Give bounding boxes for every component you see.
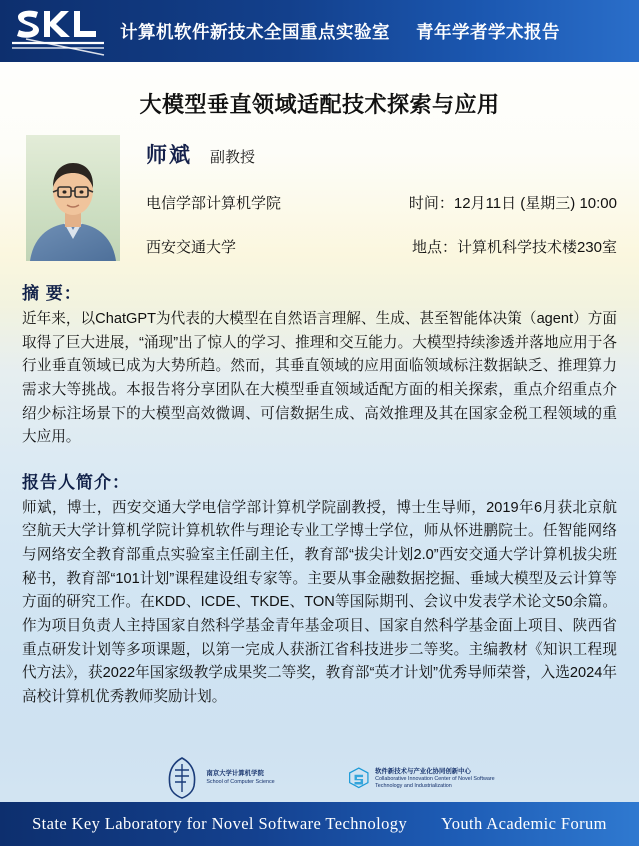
footer-lab-name-en: State Key Laboratory for Novel Software Technology [32,814,408,833]
speaker-university: 西安交通大学 [146,239,237,256]
xjtu-cs-emblem [162,756,274,800]
xjtu-cs-logo [144,756,294,800]
bio-section [22,468,617,710]
footer-banner [0,802,639,846]
event-series-name: 青年学者学术报告 [416,21,560,42]
abstract-body: 近年来，以ChatGPT为代表的大模型在自然语言理解、生成、甚至智能体决策（agent）方面取得了巨大进展，“涌现”出了惊人的学习、推理和交互能力。大模型持续渗透并落地应用于各行业垂直领域已成为大势所趋。然而，其垂直领域的应用面临领域标注数据缺乏、推理算力需求大等挑战。本报告将分享团队在大模型垂直领域适配方面的相关探索，重点介绍重点介绍少标注场景下的大模型高效微调、可信数据生成、高效推理及其在国家金税工程领域的重大应用。 [22,311,617,446]
abstract-heading: 摘 要： [22,284,82,303]
bio-body: 师斌，博士，西安交通大学电信学部计算机学院副教授，博士生导师，2019年6月获北京航空航天大学计算机学院计算机软件与理论专业工学博士学位，师从怀进鹏院士。任智能网络与网络安全教育部重点实验室主任副主任，教育部“拔尖计划2.0”西安交通大学计算机拔尖班秘书，教育部“101计划”课程建设组专家等。主要从事金融数据挖掘、垂域大模型及云计算等方面的研究工作。在KDD、ICDE、TKDE、TON等国际期刊、会议中发表学术论文50余篇。作为项目负责人主持国家自然科学基金青年基金项目、国家自然科学基金面上项目、陕西省重点研发计划等多项课题，以第一完成人获浙江省科技进步二等奖。主编教材《知识工程现代方法》，获2022年国家级教学成果奖二等奖，教育部“英才计划”优秀导师荣誉，入选2024年高校计算机优秀教师奖励计划。 [22,499,617,705]
talk-title: 大模型垂直领域适配技术探索与应用 [139,92,500,117]
sic-caption-en: Collaborative Innovation Center of Novel Software Technology and Industrialization [375,776,495,790]
event-place: 地点：计算机科学技术楼230室 [411,239,617,256]
speaker-name-row [146,139,617,169]
abstract-section [22,279,617,450]
software-innovation-center-caption [375,768,495,790]
footer-forum-name-en: Youth Academic Forum [441,814,607,833]
software-innovation-center-logo [346,758,496,800]
lab-name: 计算机软件新技术全国重点实验室 [120,21,390,42]
speaker-department: 电信学部计算机学院 [146,195,282,212]
xjtu-cs-caption-cn: 南京大学计算机学院 [206,770,264,778]
bio-heading: 报告人简介： [22,472,130,492]
speaker-block [26,135,617,261]
speaker-name: 师斌 [146,144,192,167]
speaker-dept-time-row [146,192,617,213]
sic-caption-cn: 软件新技术与产业化协同创新中心 [375,767,471,775]
header-titles [120,19,560,44]
event-time: 时间：12月11日 (星期三) 10:00 [408,195,617,212]
software-innovation-center-emblem [346,758,496,800]
speaker-rank: 副教授 [210,149,256,166]
footer-logos [0,756,639,800]
speaker-univ-place-row [146,236,617,257]
xjtu-cs-caption [206,770,274,785]
header-banner [0,0,639,62]
speaker-info [120,135,617,261]
skl-logo [8,3,112,59]
xjtu-cs-caption-en: School of Computer Science [206,778,275,785]
speaker-portrait [26,135,120,261]
